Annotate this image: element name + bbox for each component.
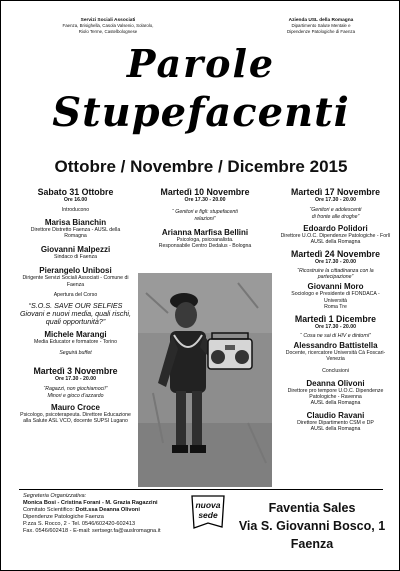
speaker-role: Psicologo, psicoterapeuta. Direttore Educazione xyxy=(20,411,131,418)
scientific-committee xyxy=(23,507,193,514)
speaker-role: Sindaco di Faenza xyxy=(54,254,97,261)
months-heading: Ottobre / Novembre / Dicembre 2015 xyxy=(54,157,348,176)
buffet-note: Seguirà buffet xyxy=(59,349,92,356)
speaker-role: Roma Tre xyxy=(324,303,347,310)
talk-title: “Ragazzi, non giochiamoci!” xyxy=(43,386,108,393)
title-line-1: Parole xyxy=(126,41,276,86)
organizer-left-name: Servizi Sociali Associati xyxy=(80,18,136,23)
opening-label: Apertura del Corso xyxy=(53,292,98,299)
event-time: Ore 17.30 - 20.00 xyxy=(315,197,356,203)
talk-title: “ Cosa ne sai di HIV e dintorni” xyxy=(300,332,371,339)
department-name: Dipendenze Patologiche Faenza xyxy=(23,513,104,520)
speaker-name: Arianna Marfisa Bellini xyxy=(161,227,249,237)
speaker-role: Venezia xyxy=(326,356,345,363)
talk-title: “ Genitori e figli: stupefacenti xyxy=(172,209,238,216)
speaker-name: Deanna Olivoni xyxy=(306,378,365,388)
secretariat-names: Monica Bosi - Cristina Forani - M. Grazia Ragazzini xyxy=(23,499,158,506)
department-address: P.zza S. Rocco, 2 - Tel. 0546/602420-602413 xyxy=(23,520,136,527)
speaker-name: Pierangelo Unibosi xyxy=(39,266,112,276)
venue-city: Faenza xyxy=(290,537,334,551)
event-date: Martedì 1 Dicembre xyxy=(294,314,377,325)
speaker-role: Direttore U.O.C. Dipendenze Patologiche - Forlì xyxy=(280,232,391,239)
boy-with-boombox-image xyxy=(138,273,272,487)
speaker-name: Giovanni Malpezzi xyxy=(40,245,111,255)
intro-label: Introducono xyxy=(61,207,90,214)
conclusions-label: Conclusioni xyxy=(322,368,349,375)
speaker-name: Michele Marangi xyxy=(44,330,107,340)
talk-title: “Ricostruire la cittadinanza con la xyxy=(297,267,374,274)
speaker-role: Direttore Distretto Faenza - AUSL della Romagna xyxy=(30,226,121,239)
speaker-name: Alessandro Battistella xyxy=(293,340,378,350)
speaker-role: Media Educator e formatore - Torino xyxy=(34,339,117,346)
badge-line: nuova xyxy=(195,500,221,510)
talk-title: Giovani e nuovi media, quali rischi, xyxy=(19,309,132,319)
new-venue-badge-text xyxy=(188,501,228,520)
venue xyxy=(237,499,387,553)
title-line-2: Stupefacenti xyxy=(52,89,350,136)
secretariat-label: Segreteria Organizzativa: xyxy=(23,493,87,499)
speaker-role: AUSL della Romagna xyxy=(310,239,361,246)
organizer-right-name: Azienda USL della Romagna xyxy=(288,18,354,23)
organizer-left-line: Faenza, Brisighella, Casola Valsenio, Solarolo, xyxy=(62,23,154,29)
talk-title: relazioni” xyxy=(194,215,216,222)
speaker-role: Dirigente Servizi Sociali Associati - Comune di xyxy=(22,275,129,282)
organizer-right-line: Dipartimento Salute Mentale e xyxy=(291,23,351,29)
program-column-2 xyxy=(142,187,268,249)
event-time: Ore 16.00 xyxy=(63,197,88,203)
committee-label: Comitato Scientifico: xyxy=(23,506,76,513)
event-date: Martedì 10 Novembre xyxy=(160,187,250,197)
footer-divider xyxy=(19,489,383,490)
graffiti-photo xyxy=(138,273,272,487)
event-date: Martedì 3 Novembre xyxy=(33,365,118,376)
talk-title: quali opportunità?” xyxy=(45,317,106,327)
talk-title: “Genitori e adolescenti xyxy=(309,207,362,214)
committee-name: Dott.ssa Deanna Olivoni xyxy=(75,506,140,513)
organizer-left xyxy=(49,18,167,34)
talk-title: partecipazione” xyxy=(317,274,354,281)
speaker-name: Marisa Bianchin xyxy=(44,217,107,227)
event-date: Martedì 24 Novembre xyxy=(291,249,380,260)
speaker-name: Claudio Ravani xyxy=(306,410,365,420)
speaker-role: Psicologa, psicoanalista. xyxy=(176,236,234,243)
talk-title: Minori e gioco d'azzardo xyxy=(47,392,104,399)
speaker-role: AUSL della Romagna xyxy=(310,425,361,432)
speaker-name: Mauro Croce xyxy=(51,402,100,412)
footer-contacts xyxy=(23,493,193,534)
event-time: Ore 17.30 - 20.00 xyxy=(184,197,226,203)
speaker-role: Responsabile Centro Dedalus - Bologna xyxy=(158,243,252,250)
speaker-role: alla Salute ASL VCO, docente SUPSI Lugano xyxy=(23,418,128,425)
event-date: Martedì 17 Novembre xyxy=(291,187,380,197)
event-date: Sabato 31 Ottobre xyxy=(37,187,114,197)
event-time: Ore 17.30 - 20.00 xyxy=(315,259,356,266)
event-time: Ore 17.30 - 20.00 xyxy=(315,324,356,331)
speaker-role: Direttore Dipartimento CSM e DP xyxy=(297,419,374,426)
program-column-1 xyxy=(19,187,132,424)
program-column-3 xyxy=(279,187,392,432)
speaker-role: Faenza xyxy=(66,281,85,288)
speaker-name: Edoardo Polidori xyxy=(303,223,368,233)
talk-title: “S.O.S. SAVE OUR SELFIES xyxy=(28,301,123,311)
badge-line: sede xyxy=(198,509,218,520)
speaker-name: Giovanni Moro xyxy=(307,282,364,292)
speaker-role: Docente, ricercatore Università Cà Foscari- xyxy=(285,349,386,356)
venue-street: Via S. Giovanni Bosco, 1 xyxy=(238,519,386,533)
event-time: Ore 17.30 - 20.00 xyxy=(55,375,96,382)
speaker-role: Sociologo e Presidente di FONDACA - Università xyxy=(291,291,380,304)
speaker-role: AUSL della Romagna xyxy=(310,400,361,407)
venue-name: Faventia Sales xyxy=(268,501,356,515)
speaker-role: Direttore pro tempore U.O.C. Dipendenze xyxy=(287,387,384,394)
talk-title: di fronte alle droghe” xyxy=(311,213,360,220)
department-fax-email: Fax. 0546/602418 - E-mail: sertsegr.fa@auslromagna.it xyxy=(23,527,161,534)
speaker-role: Patologiche - Ravenna xyxy=(309,394,362,401)
organizer-right-line: Dipendenze Patologiche di Faenza xyxy=(286,28,356,34)
organizer-right xyxy=(261,18,381,34)
organizer-left-line: Riolo Terme, Castelbolognese xyxy=(78,28,138,34)
